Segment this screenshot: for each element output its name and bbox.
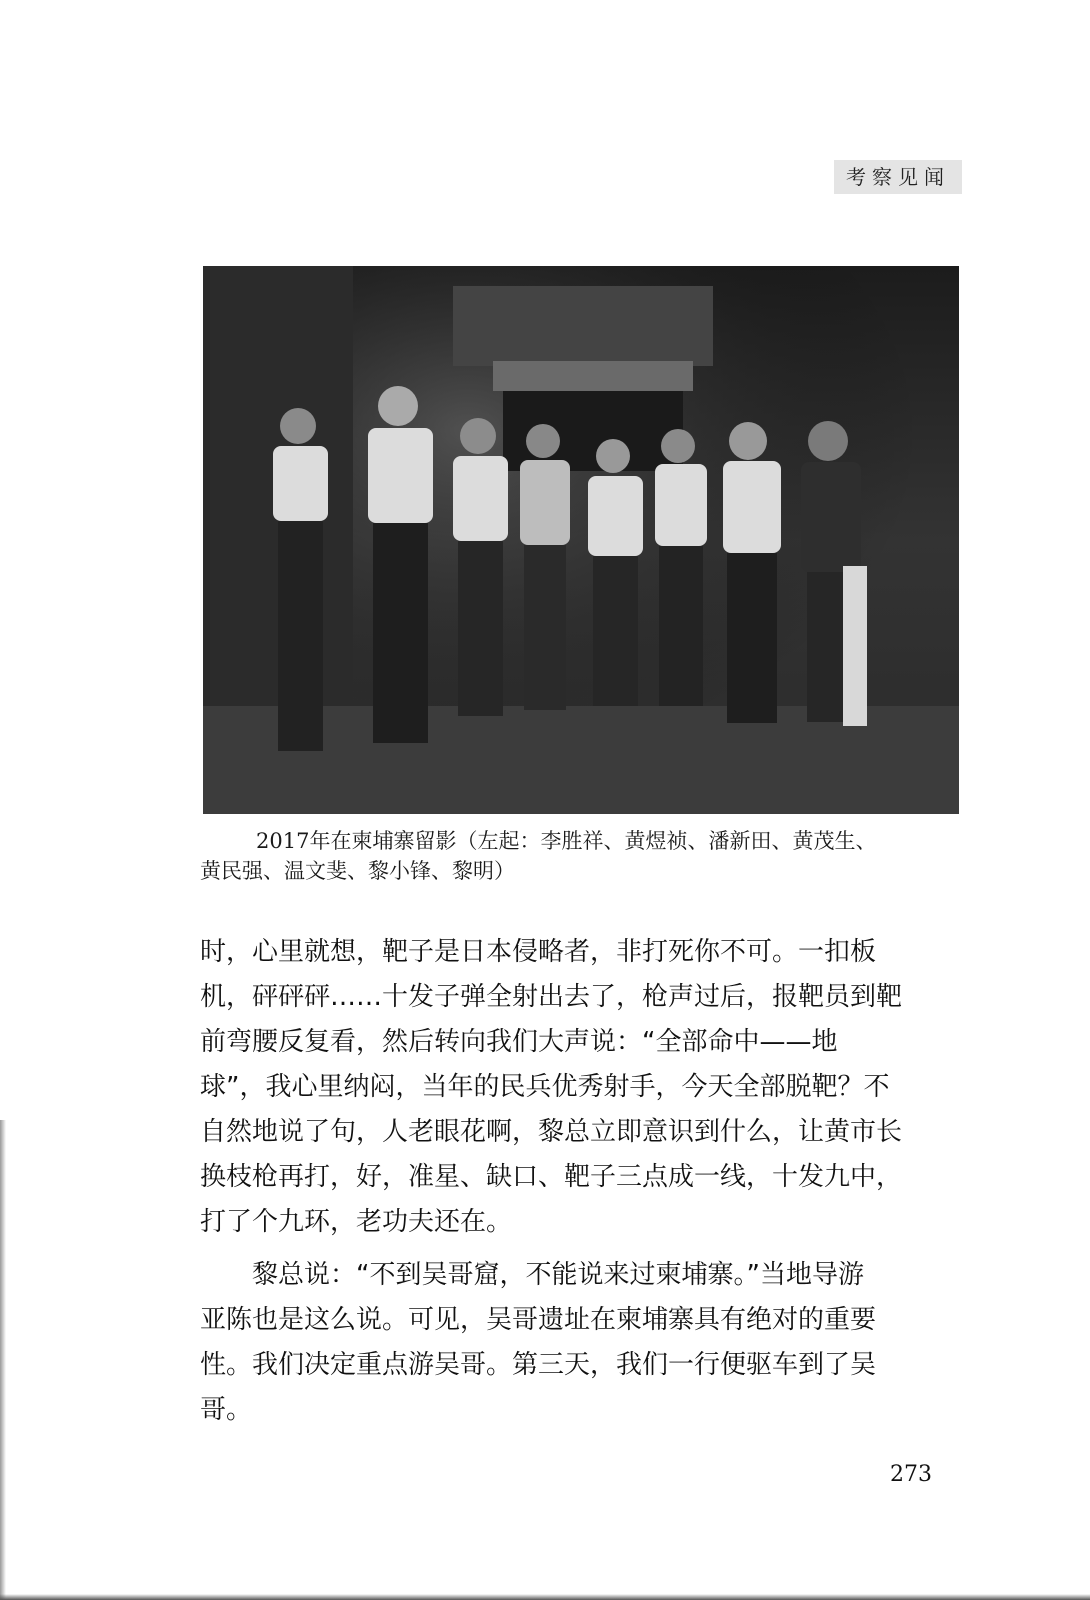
paragraph-line: 性。我们决定重点游吴哥。第三天，我们一行便驱车到了吴 [200, 1350, 877, 1380]
paragraph-line: 球”，我心里纳闷，当年的民兵优秀射手，今天全部脱靶？不 [200, 1072, 890, 1102]
paragraph-line: 打了个九环，老功夫还在。 [200, 1207, 513, 1237]
page-number: 273 [890, 1462, 932, 1487]
paragraph-gap [200, 1245, 960, 1253]
paragraph-line: 时，心里就想，靶子是日本侵略者，非打死你不可。一扣板 [200, 937, 877, 967]
scan-edge-shadow-bottom [0, 1594, 1090, 1600]
figure-caption [200, 826, 960, 886]
caption-line: 2017年在柬埔寨留影（左起：李胜祥、黄煜祯、潘新田、黄茂生、 [256, 829, 877, 853]
paragraph-line: 自然地说了句，人老眼花啊，黎总立即意识到什么，让黄市长 [200, 1117, 903, 1147]
paragraph-line: 机，砰砰砰……十发子弹全射出去了，枪声过后，报靶员到靶 [200, 982, 903, 1012]
body-text [200, 930, 960, 1433]
paragraph-line: 前弯腰反复看，然后转向我们大声说：“全部命中——地 [200, 1027, 838, 1057]
paragraph-line: 哥。 [200, 1395, 253, 1425]
paragraph-line: 亚陈也是这么说。可见，吴哥遗址在柬埔寨具有绝对的重要 [200, 1305, 877, 1335]
section-header-tag: 考察见闻 [834, 160, 962, 194]
group-photo [203, 266, 959, 814]
paragraph-line: 换枝枪再打，好，准星、缺口、靶子三点成一线，十发九中， [200, 1162, 903, 1192]
paragraph-line: 黎总说：“不到吴哥窟，不能说来过柬埔寨。”当地导游 [252, 1260, 864, 1290]
caption-line: 黄民强、温文斐、黎小锋、黎明） [200, 859, 515, 883]
scan-edge-shadow [0, 1120, 6, 1600]
